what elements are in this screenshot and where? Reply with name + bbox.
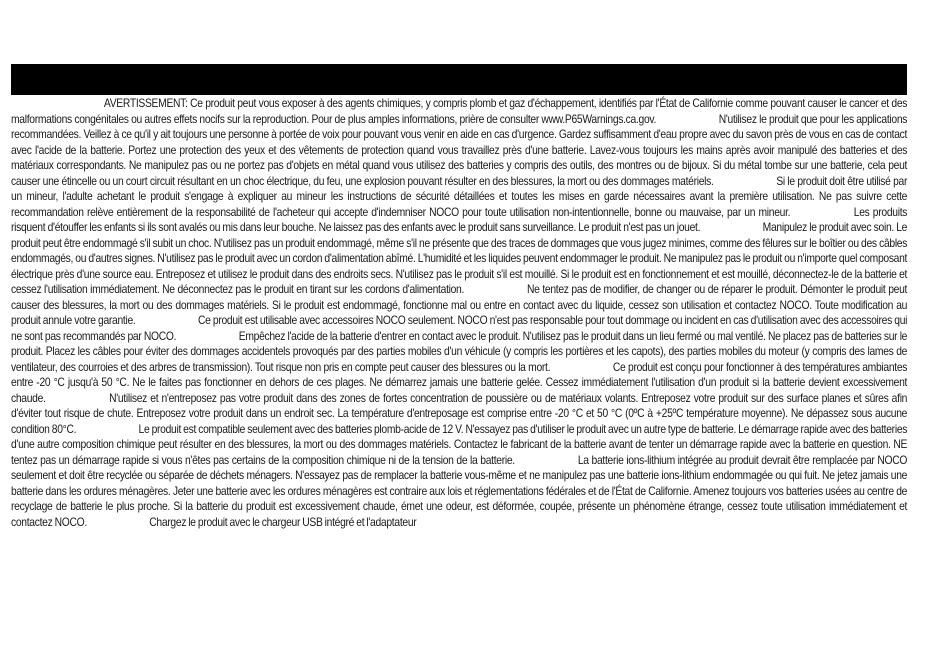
paragraph-charging: Chargez le produit avec le chargeur USB intégré et l'adaptateur [149, 514, 417, 529]
header-bar [11, 64, 907, 95]
paragraph-choking-hazard: Les produits risquent d'étouffer les enfants si ils sont avalés ou mis dans leur bouche. Ne laissez pas des enfants avec le produit sans surveillance. Le produit n'est pas un jouet. [11, 204, 908, 234]
paragraph-compatibility: Le produit est compatible seulement avec des batteries plomb-acide de 12 V. N'essayez pas d'utiliser le produit avec un autre type de batterie. Le démarrage rapide avec des batteries d'une autre composition chimique peut résulter en des blessures, la mort ou des dommages matériels. Contactez le fabricant de la batterie avant de tenter un démarrage rapide avec la batterie en question. NE tentez pas un démarrage rapide si vous n'êtes pas certains de la composition chimique ni de la tension de la batterie. [11, 421, 908, 467]
paragraph-temperature: Ce produit est conçu pour fonctionner à des températures ambiantes entre -20 °C jusqu'à 50 °C. Ne le faites pas fonctionner en dehors de ces plages. Ne démarrez jamais une batterie gelée. Cessez immédiatement l'utilisation d'un produit si la batterie devient excessivement chaude. [11, 359, 908, 405]
paragraph-accessories: Ce produit est utilisable avec accessoires NOCO seulement. NOCO n'est pas responsable pour tout dommage ou incident en cas d'utilisation avec des accessoires qui ne sont pas recommandés par NOCO. [11, 313, 908, 343]
paragraph-lithium-battery: La batterie ions-lithium intégrée au produit devrait être remplacée par NOCO seulement et doit être recyclée ou séparée de déchets ménagers. N'essayez pas de remplacer la batterie vous-même et ne manipulez pas une batterie ions-lithium endommagée ou qui fuit. Ne jetez jamais une batterie dans les ordures ménagères. Jeter une batterie avec les ordures ménagères est contraire aux lois et réglementations fédérales et de l'État de Californie. Amenez toujours vos batteries usées au centre de recyclage de batterie le plus proche. Si la batterie du produit est excessivement chaude, émet une odeur, est déformée, coupée, présente un phénomène étrange, cessez toute utilisation immédiatement et contactez NOCO. [11, 452, 908, 529]
paragraph-minor-use: Si le produit doit être utilisé par un mineur, l'adulte achetant le produit s'engage à expliquer au mineur les instructions de sécurité détaillées et toutes les mises en garde nécessaires avant la première utilisation. Ne pas suivre cette recommandation relève entièrement de la responsabilité de l'acheteur qui accepte d'indemniser NOCO pour toute utilisation non-intentionnelle, bonne ou mauvaise, par un mineur. [11, 173, 908, 219]
paragraph-no-modification: Ne tentez pas de modifier, de changer ou de réparer le produit. Démonter le produit peut causer des blessures, la mort ou des dommages matériels. Si le produit est endommagé, fonctionne mal ou entre en contact avec du liquide, cessez son utilisation et contactez NOCO. Toute modification au produit annule votre garantie. [11, 282, 908, 327]
paragraph-general-safety: N'utilisez le produit que pour les applications recommandées. Veillez à ce qu'il y ait toujours une personne à portée de voix pour pouvant vous venir en aide en cas d'urgence. Gardez suffisamment d'eau propre avec du savon près de vous en cas de contact avec l'acide de la batterie. Portez une protection des yeux et des vêtements de protection quand vous travaillez près d'une batterie. Lavez-vous toujours les mains après avoir manipulé des batteries et des matériaux correspondants. Ne manipulez pas ou ne portez pas d'objets en métal quand vous utilisez des batteries y compris des outils, des montres ou de bijoux. Si du métal tombe sur une batterie, cela peut causer une étincelle ou un court circuit résultant en un choc électrique, du feu, une explosion pouvant résulter en des blessures, la mort ou des dommages matériels. [11, 111, 908, 188]
paragraph-battery-acid: Empêchez l'acide de la batterie d'entrer en contact avec le produit. N'utilisez pas le produit dans un lieu fermé ou mal ventilé. Ne placez pas de batteries sur le produit. Placez les câbles pour éviter des dommages accidentels provoqués par des parties mobiles d'un véhicule (y compris les portières et les capots), des parties mobiles du moteur (y compris des lames de ventilateur, des courroies et des arbres de transmission). Tout risque non pris en compte peut causer des blessures ou la mort. [11, 328, 908, 374]
paragraph-storage: N'utilisez et n'entreposez pas votre produit dans des zones de fortes concentration de poussière ou de matériaux volants. Entreposez votre produit sur des surface planes et sûres afin d'éviter tout risque de chute. Entreposez votre produit dans un endroit sec. La température d'entreposage est comprise entre -20 °C et 50 °C (0ºC à +25ºC température moyenne). Ne dépassez sous aucune condition 80°C. [11, 390, 908, 436]
paragraph-handle-with-care: Manipulez le produit avec soin. Le produit peut être endommagé s'il subit un choc. N'utilisez pas un produit endommagé, même s'il ne présente que des traces de dommages que vous jugez minimes, comme des fêlures sur le boîtier ou des câbles endommagés, ou d'autres signes. N'utilisez pas le produit avec un cordon d'alimentation abîmé. L'humidité et les liquides peuvent endommager le produit. Ne manipulez pas le produit ou n'importe quel composant électrique près d'une source eau. Entreposez et utilisez le produit dans des endroits secs. N'utilisez pas le produit s'il est mouillé. Si le produit est en fonctionnement et est mouillé, déconnectez-le de la batterie et cessez l'utilisation immédiatement. Ne déconnectez pas le produit en tirant sur les cordons d'alimentation. [11, 220, 908, 296]
paragraph-prop65-warning: AVERTISSEMENT: Ce produit peut vous exposer à des agents chimiques, y compris plomb et gaz d'échappement, identifiés par l'État de Californie comme pouvant causer le cancer et des malformations congénitales ou autres effets nocifs sur la reproduction. Pour de plus amples informations, prière de consulter www.P65Warnings.ca.gov. [11, 96, 908, 126]
warning-text-block [11, 96, 907, 530]
